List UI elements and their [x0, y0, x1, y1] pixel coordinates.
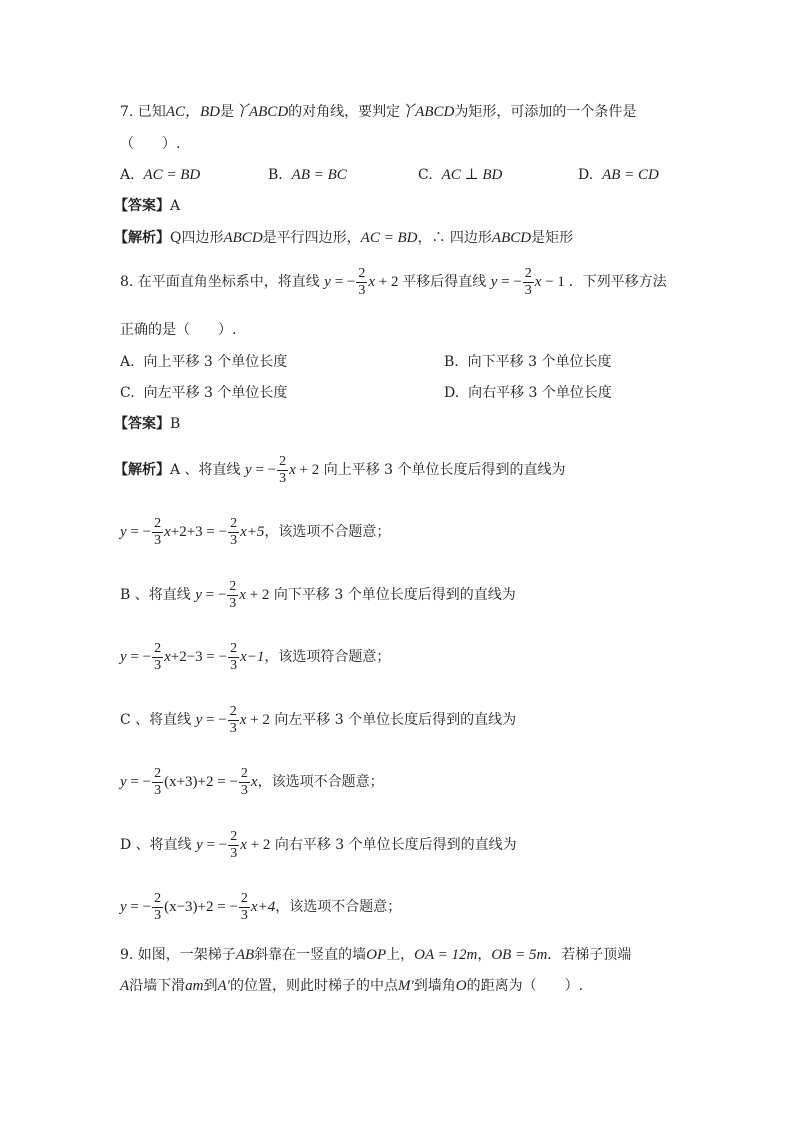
q8-analysis-b-lead: B 、将直线 y = − $\frac{2}{3}$ x + 2 向下平移 3 个单位长度后得到的直线为 [120, 579, 516, 612]
q8-analysis-a-eq: y = − $\frac{2}{3}$ x+2+3 = − $\frac{2}{3}$ x+5，该选项不合题意； [120, 516, 391, 549]
q8-analysis-d-lead: D 、将直线 y = − $\frac{2}{3}$ x + 2 向右平移 3 个单位长度后得到的直线为 [120, 829, 517, 862]
q8-stem-line2: 正确的是（ ）. [120, 322, 237, 338]
q7-option-d: D. AB = CD [578, 167, 659, 183]
q8-analysis-b-eq: y = − $\frac{2}{3}$ x+2−3 = − $\frac{2}{3}$ x−1，该选项符合题意； [120, 641, 391, 674]
q7-stem-line1: 7. 已知AC，BD是丫ABCD的对角线，要判定丫ABCD为矩形，可添加的一个条件是 [120, 104, 637, 120]
q8-option-a: A. 向上平移 3 个单位长度 [120, 354, 288, 370]
q8-analysis-c-eq: y = − $\frac{2}{3}$ (x+3)+2 = − $\frac{2}{3}$ x，该选项不合题意； [120, 766, 384, 799]
q8-option-d: D. 向右平移 3 个单位长度 [444, 385, 612, 401]
q7-option-a: A. AC = BD [120, 167, 201, 183]
q9-stem-line1: 9. 如图，一架梯子AB斜靠在一竖直的墙OP上，OA = 12m，OB = 5m．若梯子顶端 [120, 947, 632, 963]
q8-analysis-c-lead: C 、将直线 y = − $\frac{2}{3}$ x + 2 向左平移 3 个单位长度后得到的直线为 [120, 704, 517, 737]
q8-option-b: B. 向下平移 3 个单位长度 [444, 354, 612, 370]
q8-option-c: C. 向左平移 3 个单位长度 [120, 385, 288, 401]
q7-option-c: C. AC ⊥ BD [418, 167, 503, 183]
q8-stem-line1: 8. 在平面直角坐标系中，将直线 y = − $\frac{2}{3}$ x + 2 平移后得直线 y = − $\frac{2}{3}$ x − 1 ．下列平移方法 [120, 266, 667, 299]
q7-answer: 【答案】A [114, 198, 181, 214]
q8-answer: 【答案】B [114, 416, 181, 432]
q7-option-b: B. AB = BC [268, 167, 347, 183]
q8-analysis-a-lead: 【解析】A 、将直线 y = − $\frac{2}{3}$ x + 2 向上平移 3 个单位长度后得到的直线为 [114, 454, 566, 487]
q7-analysis: 【解析】Q四边形ABCD是平行四边形，AC = BD，∴ 四边形ABCD是矩形 [114, 230, 574, 246]
q8-analysis-d-eq: y = − $\frac{2}{3}$ (x−3)+2 = − $\frac{2}{3}$ x+4，该选项不合题意； [120, 891, 402, 924]
q9-stem-line2: A沿墙下滑am到A′的位置，则此时梯子的中点M′到墙角O的距离为（ ）. [120, 978, 584, 994]
q7-stem-line2: （ ）. [120, 136, 181, 152]
